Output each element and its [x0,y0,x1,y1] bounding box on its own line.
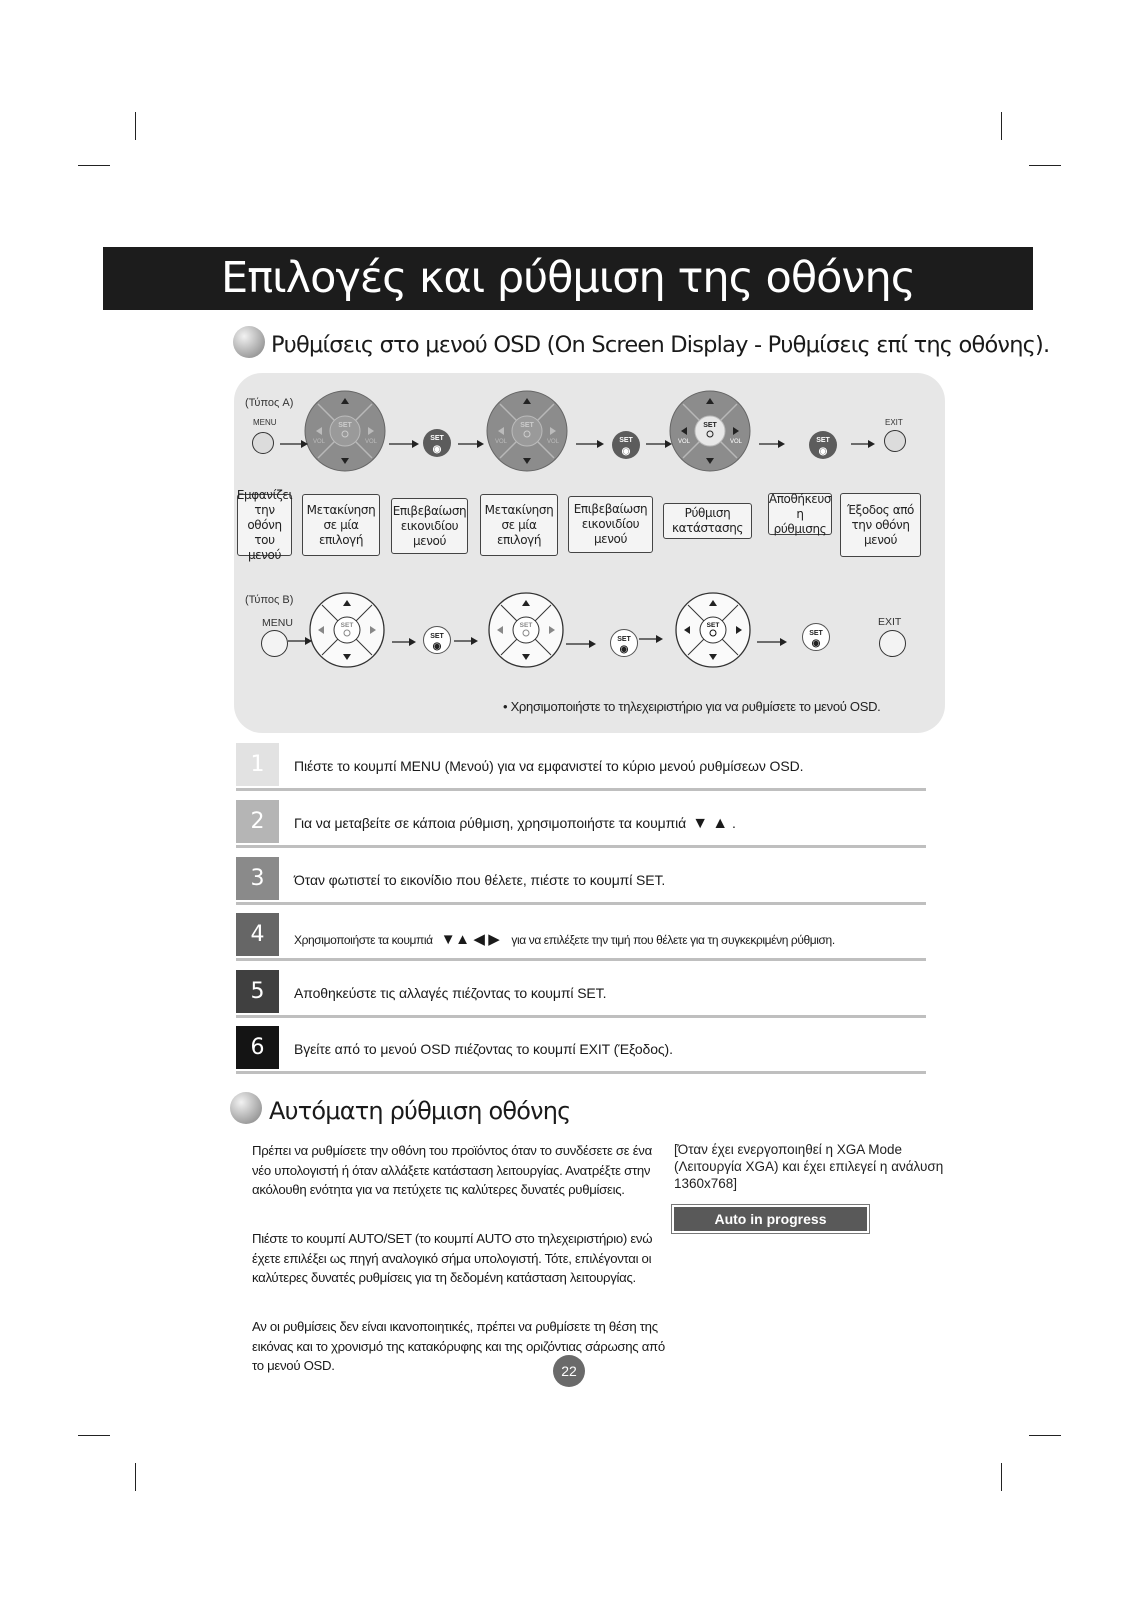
step-divider [236,958,926,961]
step-number: 1 [236,743,279,786]
svg-text:VOL: VOL [729,439,743,445]
crop-mark [1001,1463,1002,1491]
joystick-a-icon [486,390,568,472]
step-text-suffix: . [732,815,736,831]
step-divider [236,1071,926,1074]
step-text-main: Πιέστε το κουμπί MENU (Μενού) για να εμφανιστεί το κύριο μενού ρυθμίσεων OSD. [294,758,804,774]
osd-step-description: Μετακίνηση σε μία επιλογή [480,494,558,556]
type-b-label: (Τύπος B) [245,594,294,606]
crop-mark [135,1463,136,1491]
osd-step-description: Επιβεβαίωση εικονιδίου μενού [568,496,653,553]
step-text-suffix: για να επιλέξετε την τιμή που θέλετε για τη συγκεκριμένη ρύθμιση. [511,933,835,947]
svg-text:SET: SET [706,622,720,629]
osd-step-description: Μετακίνηση σε μία επιλογή [302,494,380,556]
step-number: 2 [236,800,279,843]
step-number: 5 [236,970,279,1013]
page-title: Επιλογές και ρύθμιση της οθόνης [103,247,1033,310]
right-arrow-icon [288,634,312,646]
right-arrow-icon [759,437,785,449]
exit-label: EXIT [885,418,903,427]
step-text-main: Όταν φωτιστεί το εικονίδιο που θέλετε, πιέστε το κουμπί SET. [294,872,666,888]
joystick-b-icon [308,591,386,669]
svg-text:SET: SET [340,622,354,629]
crop-mark [1029,165,1061,166]
menu-label-b: MENU [262,617,293,629]
step-text-main: Αποθηκεύστε τις αλλαγές πιέζοντας το κουμπί SET. [294,985,607,1001]
step-text [294,758,803,774]
set-button-icon: SET ◉ [423,626,451,654]
step-text [294,930,835,948]
remote-note: • Χρησιμοποιήστε το τηλεχειριστήριο για να ρυθμίσετε το μενού OSD. [503,699,881,714]
right-arrow-icon [392,635,416,647]
set-button-icon: SET ◉ [802,623,830,651]
crop-mark [1029,1435,1061,1436]
right-arrow-icon [454,634,478,646]
crop-mark [135,112,136,140]
svg-text:SET: SET [703,422,717,429]
step-divider [236,1015,926,1018]
step-number: 6 [236,1026,279,1069]
step-row [236,743,926,790]
osd-diagram-panel [234,373,945,733]
type-a-label: (Τύπος A) [245,397,294,409]
step-divider [236,788,926,791]
step-text [294,815,736,833]
arrow-keys-icon: ▼ ▲ [692,815,729,832]
step-divider [236,845,926,848]
auto-in-progress-label: Auto in progress [674,1207,867,1231]
step-divider [236,902,926,905]
step-row [236,800,926,847]
joystick-a-icon [669,390,751,472]
menu-label: MENU [253,418,277,427]
step-row [236,857,926,904]
exit-button-icon [884,430,906,452]
set-button-icon: SET ◉ [423,429,451,457]
crop-mark [78,1435,110,1436]
svg-text:VOL: VOL [312,439,326,445]
right-arrow-icon [576,437,604,449]
svg-text:VOL: VOL [364,439,378,445]
right-arrow-icon [458,437,484,449]
step-number: 3 [236,857,279,900]
osd-step-description: Εμφανίζει την οθόνη του μενού [236,487,293,562]
right-arrow-icon [639,632,663,644]
arrow-keys-icon: ▼▲ ◀ ▶ [440,931,500,948]
step-row [236,1026,926,1073]
svg-text:SET: SET [338,422,352,429]
menu-button-icon [252,432,274,454]
step-row [236,970,926,1017]
crop-mark [1001,112,1002,140]
step-text [294,1041,673,1057]
svg-text:VOL: VOL [677,439,691,445]
svg-text:SET: SET [519,622,533,629]
exit-button-b-icon [879,630,906,657]
set-button-icon: SET ◉ [809,431,837,459]
step-row [236,913,926,960]
svg-text:VOL: VOL [494,439,508,445]
osd-section-heading: Ρυθμίσεις στο μενού OSD (On Screen Display - Ρυθμίσεις επί της οθόνης). [271,332,1050,358]
osd-step-description: Επιβεβαίωση εικονιδίου μενού [391,498,468,554]
auto-paragraph-2: Πιέστε το κουμπί AUTO/SET (το κουμπί AUTO στο τηλεχειριστήριο) ενώ έχετε επιλέξει ως πηγή αναλογικό σήμα υπολογιστή. Τότε, επιλέγονται οι καλύτερες δυνατές ρυθμίσεις για τη δεδομένη κατάσταση λειτουργίας. [252,1231,653,1285]
section-bullet-icon [230,1092,262,1124]
right-arrow-icon [389,437,419,449]
right-arrow-icon [851,437,875,449]
step-number: 4 [236,913,279,956]
step-text-main: Βγείτε από το μενού OSD πιέζοντας το κουμπί EXIT (Έξοδος). [294,1041,673,1057]
crop-mark [78,165,110,166]
osd-step-description: Ρύθμιση κατάστασης [663,503,752,539]
page-number: 22 [553,1355,585,1387]
joystick-b-icon [487,591,565,669]
exit-label-b: EXIT [878,616,902,628]
set-button-icon: SET ◉ [612,431,640,459]
joystick-b-icon [674,591,752,669]
svg-text:VOL: VOL [546,439,560,445]
right-arrow-icon [757,635,787,647]
step-text-main: Για να μεταβείτε σε κάποια ρύθμιση, χρησιμοποιήστε τα κουμπιά [294,815,687,831]
menu-button-b-icon [261,630,288,657]
svg-text:SET: SET [520,422,534,429]
step-text-main: Χρησιμοποιήστε τα κουμπιά [294,933,433,947]
step-text [294,872,665,888]
auto-paragraph-3: Αν οι ρυθμίσεις δεν είναι ικανοποιητικές, πρέπει να ρυθμίσετε τη θέση της εικόνας και το χρονισμό της κατακόρυφης και της οριζόντιας σάρωσης από το μενού OSD. [252,1319,665,1373]
right-arrow-icon [646,437,672,449]
xga-note: [Όταν έχει ενεργοποιηθεί η XGA Mode (Λειτουργία XGA) και έχει επιλεγεί η ανάλυση 1360x768] [674,1142,944,1191]
section-bullet-icon [233,326,265,358]
right-arrow-icon [280,437,308,449]
osd-step-description: Αποθήκευσ η ρύθμισης [768,491,832,536]
auto-paragraph-1: Πρέπει να ρυθμίσετε την οθόνη του προϊόντος όταν το συνδέσετε σε ένα νέο υπολογιστή ή όταν αλλάξετε κατάσταση λειτουργίας. Ανατρέξτε στην ακόλουθη ενότητα για να πετύχετε τις καλύτερες δυνατές ρυθμίσεις. [252,1143,652,1197]
step-text [294,985,606,1001]
joystick-a-icon [304,390,386,472]
auto-section-heading: Αυτόματη ρύθμιση οθόνης [269,1097,571,1125]
osd-step-description: Έξοδος από την οθόνη μενού [840,493,921,557]
right-arrow-icon [566,637,596,649]
auto-in-progress-box [671,1204,870,1234]
set-button-icon: SET ◉ [610,629,638,657]
